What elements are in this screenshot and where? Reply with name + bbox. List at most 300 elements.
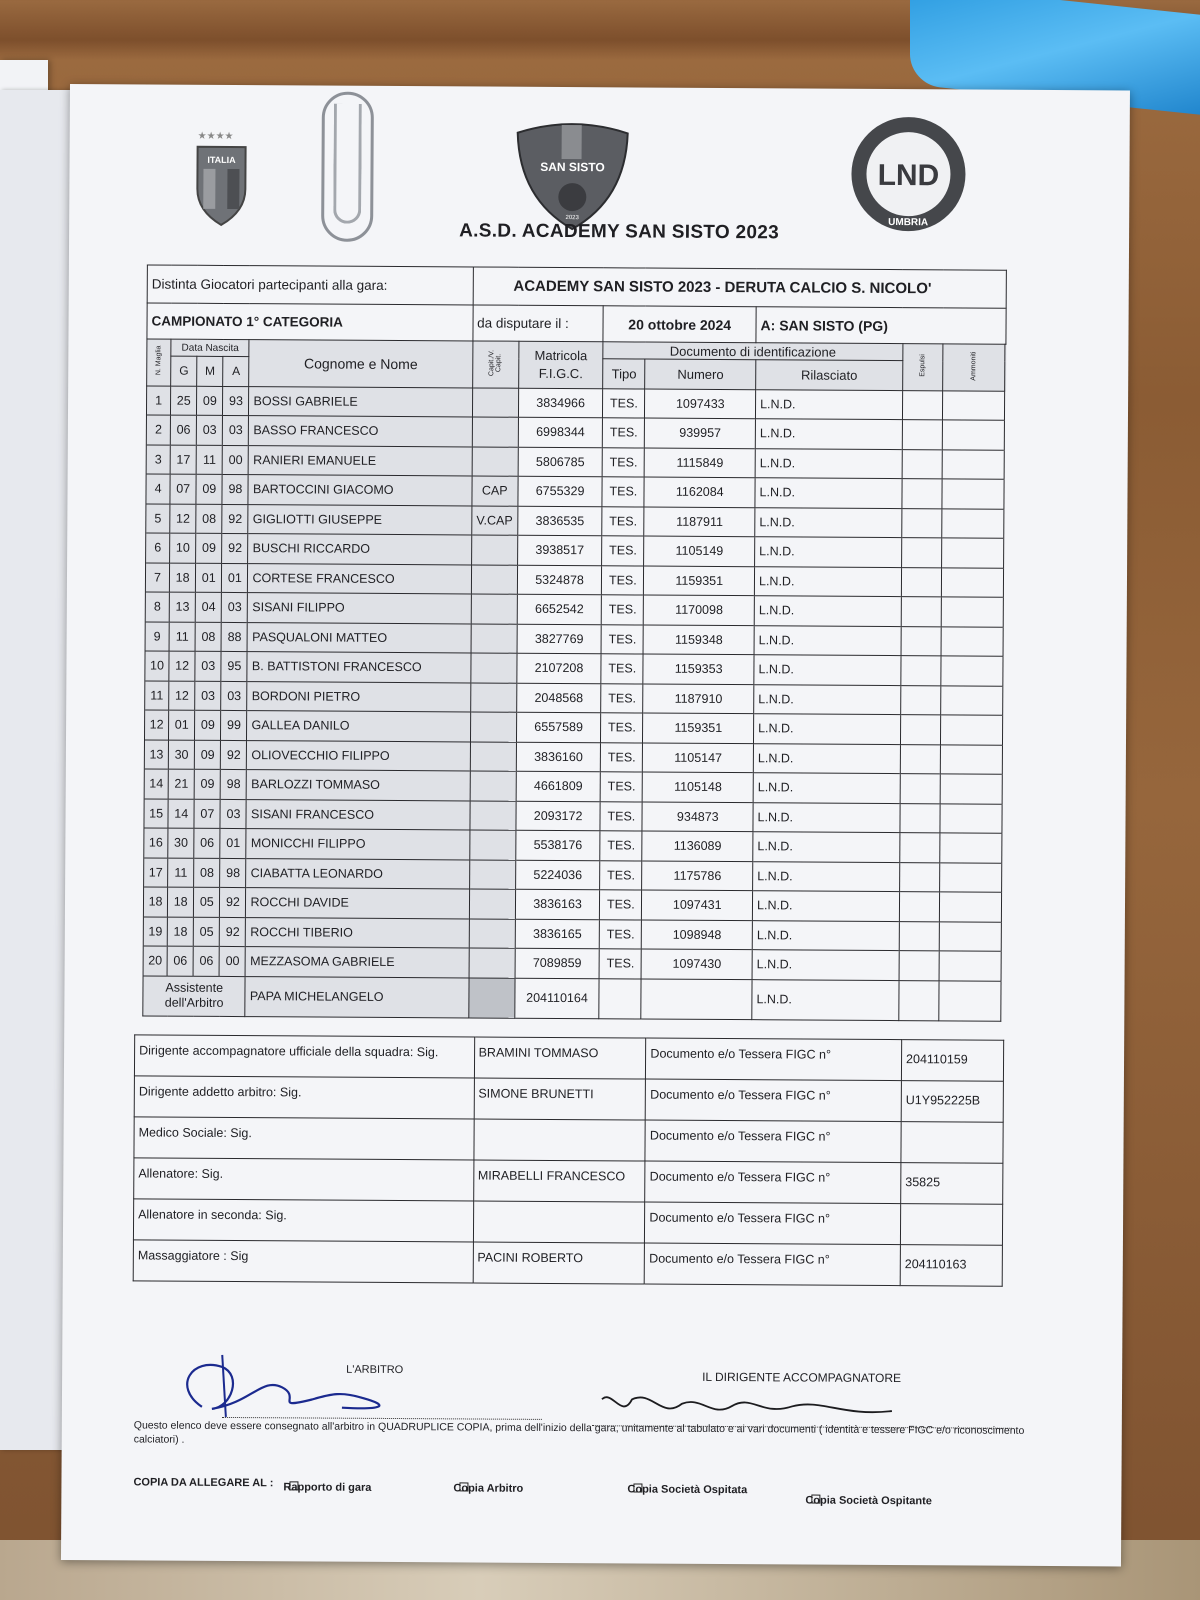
espulsi-cell: [900, 833, 940, 863]
italia-logo: [191, 129, 252, 229]
player-number: 18: [143, 887, 167, 917]
staff-role: Allenatore in seconda: Sig.: [133, 1199, 473, 1242]
captain-mark: [470, 800, 516, 830]
doc-type: TES.: [601, 742, 643, 772]
player-number: 17: [144, 857, 168, 887]
player-name: BORDONI PIETRO: [247, 681, 470, 712]
svg-text:ITALIA: ITALIA: [207, 154, 236, 166]
match-date: 20 ottobre 2024: [603, 306, 756, 343]
captain-mark: [471, 535, 517, 565]
staff-doc-number: [900, 1204, 1002, 1246]
ammoniti-cell: [942, 479, 1004, 509]
rapporto-checkbox[interactable]: [289, 1481, 298, 1490]
ammoniti-cell: [940, 803, 1002, 833]
birth-month: 03: [195, 651, 221, 681]
staff-rows: [133, 1035, 1003, 1286]
player-number: 2: [146, 415, 170, 445]
captain-mark: [472, 417, 518, 447]
doc-issuer: L.N.D.: [753, 802, 900, 832]
staff-doc-number: 35825: [901, 1163, 1003, 1205]
player-name: OLIOVECCHIO FILIPPO: [247, 740, 470, 771]
col-documento: Documento di identificazione: [603, 342, 903, 361]
ammoniti-cell: [939, 892, 1001, 922]
player-number: 14: [144, 769, 168, 799]
matricola: 5324878: [517, 565, 602, 595]
birth-day: 18: [167, 917, 193, 947]
birth-year: 88: [221, 622, 247, 652]
birth-month: 09: [196, 474, 222, 504]
doc-issuer: L.N.D.: [753, 773, 900, 803]
player-number: 13: [144, 739, 168, 769]
player-number: 4: [146, 474, 170, 504]
captain-mark: [471, 594, 517, 624]
matricola: 3836163: [515, 889, 600, 919]
matricola: 6557589: [516, 712, 601, 742]
doc-type: TES.: [603, 418, 645, 448]
match-teams: ACADEMY SAN SISTO 2023 - DERUTA CALCIO S. NICOLO': [473, 267, 1007, 308]
birth-month: 06: [193, 946, 219, 976]
player-name: RANIERI EMANUELE: [249, 445, 472, 476]
birth-year: 98: [220, 769, 246, 799]
birth-month: 01: [196, 563, 222, 593]
birth-day: 13: [169, 592, 195, 622]
staff-row: [134, 1158, 1003, 1204]
copia-ospitata-checkbox[interactable]: [633, 1483, 642, 1492]
birth-day: 12: [169, 681, 195, 711]
ammoniti-cell: [941, 626, 1003, 656]
birth-year: 93: [223, 386, 249, 416]
staff-role: Dirigente addetto arbitro: Sig.: [134, 1076, 474, 1119]
doc-type: TES.: [600, 919, 642, 949]
doc-type: TES.: [601, 713, 643, 743]
captain-mark: [470, 653, 516, 683]
birth-year: 01: [220, 828, 246, 858]
ammoniti-cell: [939, 921, 1001, 951]
championship: CAMPIONATO 1° CATEGORIA: [147, 303, 473, 341]
paper-clip: [333, 104, 362, 224]
doc-number: 1105148: [643, 772, 754, 802]
doc-type: TES.: [599, 949, 641, 979]
espulsi-cell: [899, 951, 939, 981]
assistant-rilasciato: L.N.D.: [752, 979, 899, 1020]
player-name: B. BATTISTONI FRANCESCO: [247, 652, 470, 683]
birth-year: 99: [221, 710, 247, 740]
doc-issuer: L.N.D.: [754, 596, 901, 626]
captain-mark: CAP: [472, 476, 518, 506]
birth-month: 05: [194, 887, 220, 917]
doc-type: TES.: [602, 447, 644, 477]
staff-table: [133, 1034, 1004, 1286]
doc-issuer: L.N.D.: [754, 655, 901, 685]
staff-doc-number: 204110159: [901, 1040, 1003, 1082]
copia-label: COPIA DA ALLEGARE AL :: [133, 1476, 274, 1490]
doc-type: TES.: [601, 654, 643, 684]
doc-type: TES.: [601, 595, 643, 625]
player-number: 19: [143, 916, 167, 946]
player-name: PASQUALONI MATTEO: [248, 622, 471, 653]
espulsi-cell: [902, 420, 942, 450]
birth-month: 07: [194, 799, 220, 829]
birth-month: 03: [197, 415, 223, 445]
espulsi-cell: [900, 774, 940, 804]
san-sisto-logo: [513, 119, 632, 232]
ammoniti-cell: [942, 420, 1004, 450]
birth-month: 09: [197, 386, 223, 416]
birth-month: 09: [196, 533, 222, 563]
birth-year: 01: [222, 563, 248, 593]
espulsi-cell: [900, 685, 940, 715]
player-name: GALLEA DANILO: [247, 711, 470, 742]
doc-number: 939957: [645, 418, 756, 448]
captain-mark: [469, 889, 515, 919]
doc-number: 1105149: [644, 536, 755, 566]
staff-doc-label: Documento e/o Tessera FIGC n°: [645, 1202, 901, 1245]
svg-text:2023: 2023: [565, 215, 579, 222]
captain-mark: [472, 387, 518, 417]
captain-mark: [471, 564, 517, 594]
birth-year: 03: [221, 681, 247, 711]
doc-number: 1136089: [642, 831, 753, 861]
player-number: 5: [146, 503, 170, 533]
ammoniti-cell: [940, 833, 1002, 863]
ammoniti-cell: [941, 685, 1003, 715]
copia-ospitante-checkbox[interactable]: [811, 1495, 820, 1504]
doc-number: 1159348: [644, 625, 755, 655]
birth-month: 08: [194, 858, 220, 888]
espulsi-cell: [901, 597, 941, 627]
birth-month: 05: [193, 917, 219, 947]
staff-doc-label: Documento e/o Tessera FIGC n°: [645, 1243, 901, 1286]
espulsi-cell: [901, 626, 941, 656]
doc-issuer: L.N.D.: [755, 419, 902, 449]
birth-year: 95: [221, 651, 247, 681]
matricola: 3836165: [515, 919, 600, 949]
matricola: 2048568: [517, 683, 602, 713]
birth-day: 25: [171, 386, 197, 416]
doc-issuer: L.N.D.: [755, 478, 902, 508]
espulsi-cell: [900, 803, 940, 833]
captain-mark: [469, 948, 515, 978]
matricola: 2093172: [516, 801, 601, 831]
player-number: 10: [145, 651, 169, 681]
player-number: 7: [145, 562, 169, 592]
captain-mark: V.CAP: [471, 505, 517, 535]
espulsi-cell: [902, 390, 942, 420]
player-name: BASSO FRANCESCO: [249, 416, 472, 447]
doc-number: 1170098: [644, 595, 755, 625]
ammoniti-cell: [941, 656, 1003, 686]
matricola: 6652542: [517, 594, 602, 624]
birth-day: 17: [170, 445, 196, 475]
birth-year: 03: [220, 799, 246, 829]
staff-doc-label: Documento e/o Tessera FIGC n°: [645, 1161, 901, 1204]
player-name: MONICCHI FILIPPO: [246, 829, 469, 860]
birth-day: 07: [170, 474, 196, 504]
espulsi-cell: [902, 449, 942, 479]
player-number: 20: [143, 946, 167, 976]
svg-text:★★★★: ★★★★: [197, 130, 234, 142]
staff-row: [134, 1035, 1003, 1081]
player-name: BOSSI GABRIELE: [249, 386, 472, 417]
birth-day: 12: [169, 651, 195, 681]
birth-year: 00: [222, 445, 248, 475]
staff-doc-number: [901, 1122, 1003, 1164]
staff-row: [133, 1199, 1002, 1245]
staff-name: [473, 1119, 645, 1161]
doc-type: TES.: [602, 565, 644, 595]
birth-month: 09: [194, 769, 220, 799]
birth-day: 14: [168, 799, 194, 829]
players-table: [142, 264, 1007, 1021]
matricola: 5538176: [516, 830, 601, 860]
player-name: BARTOCCINI GIACOMO: [248, 475, 471, 506]
captain-mark: [469, 830, 515, 860]
doc-issuer: L.N.D.: [753, 832, 900, 862]
matricola: 3938517: [517, 535, 602, 565]
espulsi-cell: [899, 921, 939, 951]
doc-issuer: L.N.D.: [755, 507, 902, 537]
staff-row: [133, 1240, 1002, 1286]
col-numero: Numero: [645, 359, 756, 389]
birth-year: 03: [222, 592, 248, 622]
doc-issuer: L.N.D.: [755, 537, 902, 567]
doc-issuer: L.N.D.: [754, 714, 901, 744]
arbitro-signature: [162, 1347, 482, 1429]
doc-issuer: L.N.D.: [756, 389, 903, 419]
staff-doc-label: Documento e/o Tessera FIGC n°: [645, 1120, 901, 1163]
copia-arbitro-checkbox[interactable]: [459, 1482, 468, 1491]
doc-number: 1097433: [645, 389, 756, 419]
assistant-matricola: 204110164: [515, 978, 600, 1019]
col-nome: Cognome e Nome: [249, 340, 472, 388]
birth-month: 08: [196, 504, 222, 534]
date-label: da disputare il :: [473, 305, 604, 342]
svg-text:LND: LND: [877, 158, 940, 193]
staff-row: [134, 1076, 1003, 1122]
matricola: 3834966: [518, 388, 603, 418]
player-number: 1: [146, 385, 170, 415]
staff-role: Massaggiatore : Sig: [133, 1240, 473, 1283]
doc-issuer: L.N.D.: [755, 448, 902, 478]
doc-number: 1097431: [642, 890, 753, 920]
doc-type: TES.: [601, 624, 643, 654]
matricola: 4661809: [516, 771, 601, 801]
col-n-maglia: N. Maglia: [155, 345, 163, 376]
doc-type: TES.: [603, 388, 645, 418]
player-name: BUSCHI RICCARDO: [248, 534, 471, 565]
match-venue: A: SAN SISTO (PG): [756, 307, 1006, 345]
doc-number: 1115849: [645, 448, 756, 478]
matricola: 3836535: [518, 506, 603, 536]
player-number: 16: [144, 828, 168, 858]
staff-doc-label: Documento e/o Tessera FIGC n°: [646, 1038, 902, 1081]
birth-day: 18: [168, 887, 194, 917]
doc-issuer: L.N.D.: [752, 920, 899, 950]
player-number: 12: [144, 710, 168, 740]
document-sheet: [61, 84, 1130, 1566]
staff-doc-label: Documento e/o Tessera FIGC n°: [646, 1079, 902, 1122]
col-tipo: Tipo: [603, 359, 645, 389]
player-number: 15: [144, 798, 168, 828]
ammoniti-cell: [940, 744, 1002, 774]
birth-year: 92: [221, 740, 247, 770]
arbitro-label: L'ARBITRO: [346, 1363, 404, 1377]
rapporto-label: Rapporto di gara: [283, 1481, 372, 1494]
player-name: ROCCHI TIBERIO: [246, 917, 469, 948]
ammoniti-cell: [942, 449, 1004, 479]
doc-issuer: L.N.D.: [753, 743, 900, 773]
col-espulsi: Espulsi: [919, 354, 927, 377]
matricola: 2107208: [517, 653, 602, 683]
birth-day: 21: [168, 769, 194, 799]
player-name: CORTESE FRANCESCO: [248, 563, 471, 594]
staff-doc-number: U1Y952225B: [901, 1081, 1003, 1123]
club-title: A.S.D. ACADEMY SAN SISTO 2023: [459, 220, 780, 244]
doc-issuer: L.N.D.: [753, 861, 900, 891]
copia-ospitata-label: Copia Società Ospitata: [627, 1483, 748, 1497]
birth-day: 06: [167, 946, 193, 976]
doc-number: 1159351: [643, 713, 754, 743]
ammoniti-cell: [940, 715, 1002, 745]
player-number: 3: [146, 444, 170, 474]
ammoniti-cell: [939, 951, 1001, 981]
captain-mark: [469, 859, 515, 889]
captain-mark: [469, 918, 515, 948]
espulsi-cell: [902, 508, 942, 538]
birth-day: 11: [168, 858, 194, 888]
doc-number: 1187911: [644, 507, 755, 537]
doc-issuer: L.N.D.: [752, 950, 899, 980]
staff-doc-number: 204110163: [900, 1245, 1002, 1287]
birth-month: 06: [194, 828, 220, 858]
doc-type: TES.: [600, 890, 642, 920]
matricola: 5224036: [515, 860, 600, 890]
player-name: GIGLIOTTI GIUSEPPE: [248, 504, 471, 535]
captain-mark: [470, 682, 516, 712]
birth-year: 03: [223, 415, 249, 445]
ammoniti-cell: [942, 390, 1004, 420]
doc-number: 1097430: [642, 949, 753, 979]
col-matricola: Matricola: [534, 347, 588, 363]
ammoniti-cell: [941, 597, 1003, 627]
birth-day: 18: [170, 563, 196, 593]
assistant-label: Assistente dell'Arbitro: [143, 975, 246, 1016]
staff-name: SIMONE BRUNETTI: [474, 1078, 646, 1120]
staff-role: Dirigente accompagnatore ufficiale della squadra: Sig.: [134, 1035, 474, 1078]
doc-type: TES.: [602, 477, 644, 507]
doc-type: TES.: [600, 831, 642, 861]
svg-text:SAN SISTO: SAN SISTO: [540, 159, 605, 175]
doc-type: TES.: [600, 860, 642, 890]
captain-mark: [472, 446, 518, 476]
player-name: SISANI FRANCESCO: [246, 799, 469, 830]
doc-type: TES.: [602, 536, 644, 566]
doc-number: 1162084: [644, 477, 755, 507]
ammoniti-cell: [942, 508, 1004, 538]
espulsi-cell: [901, 567, 941, 597]
captain-mark: [470, 741, 516, 771]
player-name: BARLOZZI TOMMASO: [247, 770, 470, 801]
col-rilasciato: Rilasciato: [756, 360, 903, 390]
doc-number: 1159353: [643, 654, 754, 684]
assistant-name: PAPA MICHELANGELO: [245, 976, 468, 1017]
birth-day: 10: [170, 533, 196, 563]
doc-number: 1098948: [642, 920, 753, 950]
espulsi-cell: [901, 538, 941, 568]
ammoniti-cell: [941, 567, 1003, 597]
col-m: M: [197, 356, 223, 386]
doc-number: 1159351: [644, 566, 755, 596]
col-ammoniti: Ammoniti: [970, 351, 978, 381]
espulsi-cell: [899, 892, 939, 922]
doc-type: TES.: [600, 772, 642, 802]
matricola: 6755329: [518, 476, 603, 506]
captain-mark: [470, 771, 516, 801]
col-capit: Capit./V. Capit.: [488, 349, 503, 376]
dirigente-label: IL DIRIGENTE ACCOMPAGNATORE: [702, 1369, 902, 1386]
doc-issuer: L.N.D.: [754, 625, 901, 655]
birth-year: 92: [220, 887, 246, 917]
col-g: G: [171, 356, 197, 386]
staff-name: PACINI ROBERTO: [473, 1242, 645, 1284]
birth-day: 12: [170, 504, 196, 534]
copies-row: [133, 1476, 1033, 1508]
espulsi-cell: [899, 862, 939, 892]
doc-issuer: L.N.D.: [754, 566, 901, 596]
staff-role: Allenatore: Sig.: [134, 1158, 474, 1201]
ammoniti-cell: [942, 538, 1004, 568]
matricola: 5806785: [518, 447, 603, 477]
birth-day: 06: [170, 415, 196, 445]
espulsi-cell: [900, 744, 940, 774]
birth-month: 08: [195, 622, 221, 652]
birth-day: 30: [168, 740, 194, 770]
doc-type: TES.: [600, 801, 642, 831]
birth-year: 92: [220, 917, 246, 947]
match-label: Distinta Giocatori partecipanti alla gara:: [147, 265, 473, 305]
lnd-logo: [849, 115, 968, 234]
doc-issuer: L.N.D.: [754, 684, 901, 714]
staff-row: [134, 1117, 1003, 1163]
footer-note: Questo elenco deve essere consegnato all'arbitro in QUADRUPLICE COPIA, prima dell'inizio della gara, unitamente al tabulato e ai vari documenti ( identità e tessere FIGC e/o riconoscimento calciatori) .: [133, 1419, 1025, 1446]
matricola: 7089859: [515, 948, 600, 978]
matricola: 6998344: [518, 417, 603, 447]
player-rows: [143, 385, 1006, 980]
birth-year: 92: [222, 533, 248, 563]
doc-number: 934873: [642, 802, 753, 832]
birth-month: 04: [195, 592, 221, 622]
copia-arbitro-label: Copia Arbitro: [453, 1482, 524, 1495]
svg-text:UMBRIA: UMBRIA: [888, 217, 929, 229]
birth-year: 00: [219, 946, 245, 976]
col-figc: F.I.G.C.: [538, 365, 583, 381]
staff-name: MIRABELLI FRANCESCO: [473, 1160, 645, 1202]
doc-number: 1105147: [643, 743, 754, 773]
birth-month: 09: [195, 710, 221, 740]
staff-name: BRAMINI TOMMASO: [474, 1037, 646, 1079]
player-name: CIABATTA LEONARDO: [246, 858, 469, 889]
birth-month: 11: [196, 445, 222, 475]
doc-number: 1175786: [642, 861, 753, 891]
player-name: SISANI FILIPPO: [248, 593, 471, 624]
matricola: 3827769: [517, 624, 602, 654]
copia-ospitante-label: Copia Società Ospitante: [805, 1494, 932, 1508]
doc-number: 1187910: [643, 684, 754, 714]
ammoniti-cell: [940, 774, 1002, 804]
birth-year: 98: [222, 474, 248, 504]
birth-year: 92: [222, 504, 248, 534]
staff-name: [473, 1201, 645, 1243]
